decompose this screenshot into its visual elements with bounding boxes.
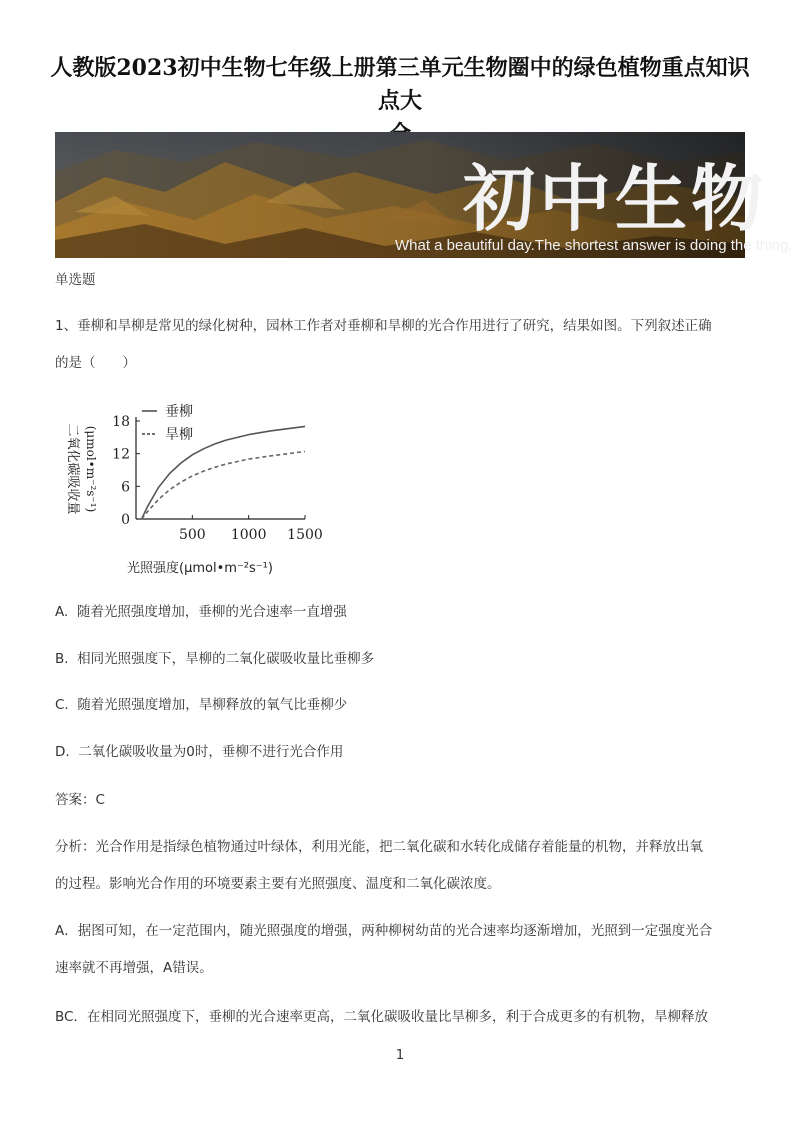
analysis-a-line-2: 速率就不再增强，A错误。: [55, 960, 213, 976]
question-text: [55, 308, 745, 382]
option-b-text: 相同光照强度下，旱柳的二氧化碳吸收量比垂柳多: [77, 651, 375, 667]
legend-label-2: 旱柳: [165, 427, 193, 443]
section-label: 单选题: [55, 272, 96, 288]
y-tick-label: 6: [121, 479, 130, 496]
question-line-2: 的是（ ）: [55, 355, 136, 371]
option-d-label: D.: [55, 744, 70, 760]
analysis-bc-line-1: BC．在相同光照强度下，垂柳的光合速率更高，二氧化碳吸收量比旱柳多，利于合成更多的有机物，旱柳释放: [55, 1009, 708, 1025]
chart-svg: [55, 397, 345, 582]
analysis-line-2: 的过程。影响光合作用的环境要素主要有光照强度、温度和二氧化碳浓度。: [55, 876, 501, 892]
x-axis-label: 光照强度(μmol•m⁻²s⁻¹): [127, 561, 273, 576]
x-tick-label: 1500: [287, 527, 323, 543]
analysis-paragraph: [55, 829, 745, 903]
series-line-2: [142, 452, 305, 520]
analysis-bc-paragraph: [55, 999, 745, 1036]
y-tick-label: 12: [112, 446, 130, 463]
y-axis-label: 二氧化碳吸收量: [65, 423, 80, 515]
title-line-1: 人教版2023初中生物七年级上册第三单元生物圈中的绿色植物重点知识点大: [50, 55, 750, 114]
page-number: 1: [395, 1048, 405, 1063]
option-c-text: 随着光照强度增加，旱柳释放的氧气比垂柳少: [77, 697, 348, 713]
y-tick-label: 0: [121, 512, 130, 528]
option-d[interactable]: [55, 734, 745, 771]
banner-caption: What a beautiful day.The shortest answer is doing the thing.: [395, 237, 793, 254]
x-tick-label: 500: [178, 527, 206, 543]
option-a-text: 随着光照强度增加，垂柳的光合速率一直增强: [76, 604, 347, 620]
option-b-label: B.: [55, 651, 69, 667]
banner-image: [55, 132, 793, 258]
banner-title: 初中生物: [463, 156, 768, 241]
y-tick-label: 18: [112, 414, 130, 430]
option-c-label: C.: [55, 697, 69, 713]
photosynthesis-chart: [55, 397, 345, 582]
answer-text: 答案：C: [55, 792, 105, 808]
analysis-a-paragraph: [55, 913, 745, 987]
analysis-a-line-1: A．据图可知，在一定范围内，随光照强度的增强，两种柳树幼苗的光合速率均逐渐增加，光照到一定强度光合: [55, 923, 713, 939]
option-d-text: 二氧化碳吸收量为0时，垂柳不进行光合作用: [78, 744, 344, 760]
option-c[interactable]: [55, 687, 745, 724]
question-line-1: 1、垂柳和旱柳是常见的绿化树种，园林工作者对垂柳和旱柳的光合作用进行了研究，结果如图。下列叙述正确: [55, 318, 712, 334]
option-b[interactable]: [55, 641, 745, 678]
option-a[interactable]: [55, 594, 745, 631]
x-tick-label: 1000: [230, 527, 267, 543]
analysis-line-1: 分析：光合作用是指绿色植物通过叶绿体，利用光能，把二氧化碳和水转化成储存着能量的机物，并释放出氧: [55, 839, 703, 855]
option-a-label: A.: [55, 604, 69, 620]
legend-label-1: 垂柳: [165, 404, 193, 420]
y-axis-unit: (μmol•m⁻²s⁻¹): [84, 425, 98, 513]
